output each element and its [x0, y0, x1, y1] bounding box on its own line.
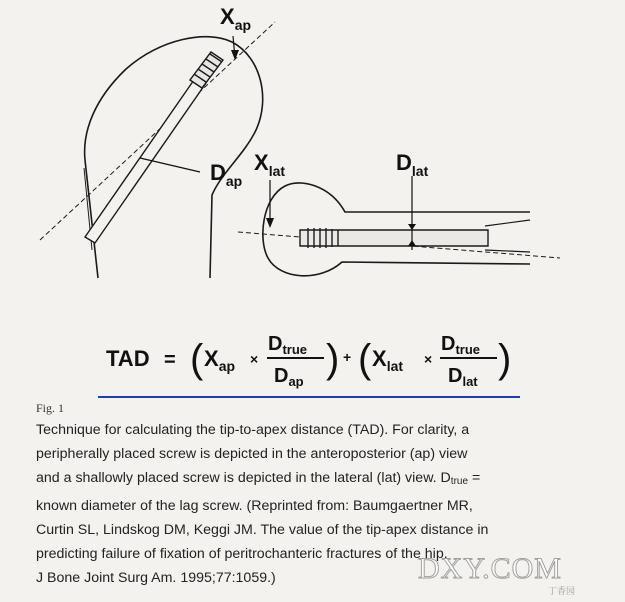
- tad-formula: [106, 333, 511, 389]
- lat-canal: [485, 220, 530, 252]
- caption-line-6: predicting failure of fixation of peritrochanteric fractures of the hip.: [36, 546, 448, 562]
- x-ap-arrowhead: [231, 50, 239, 60]
- ap-femur-outline: [85, 37, 263, 278]
- formula-paren-close-2: ): [498, 337, 512, 381]
- caption-line-1: Technique for calculating the tip-to-apex distance (TAD). For clarity, a: [36, 422, 470, 438]
- d-ap-label: $D_{ap}$: [210, 160, 243, 189]
- x-lat-arrowhead: [266, 218, 274, 228]
- ap-view-femur: [84, 37, 263, 278]
- caption-line-2: peripherally placed screw is depicted in the anteroposterior (ap) view: [36, 446, 468, 462]
- caption-line-7: J Bone Joint Surg Am. 1995;77:1059.): [36, 570, 276, 586]
- lat-lag-screw: [300, 228, 488, 248]
- d-lat-arrowhead-top: [408, 224, 416, 230]
- formula-den-2: $D_{lat}$: [448, 365, 478, 389]
- x-ap-label: $X_{ap}$: [220, 4, 252, 33]
- formula-equals: =: [164, 349, 176, 371]
- caption-line-5: Curtin SL, Lindskog DM, Keggi JM. The value of the tip-apex distance in: [36, 522, 489, 538]
- formula-paren-close-1: ): [326, 337, 340, 381]
- x-lat-label: $X_{lat}$: [254, 150, 286, 179]
- caption-line-3-text: and a shallowly placed screw is depicted in the lateral (lat) view. D: [36, 470, 451, 486]
- formula-paren-open-2: (: [358, 337, 372, 381]
- formula-paren-open-1: (: [190, 337, 204, 381]
- formula-x-lat: $X_{lat}$: [372, 346, 404, 374]
- formula-x-ap: $X_{ap}$: [204, 346, 236, 374]
- formula-num-2: $D_{true}$: [441, 333, 481, 357]
- caption-line-4: known diameter of the lag screw. (Reprinted from: Baumgaertner MR,: [36, 498, 473, 514]
- formula-den-1: $D_{ap}$: [274, 365, 304, 389]
- formula-times-1: ×: [250, 351, 259, 367]
- figure-number: Fig. 1: [36, 401, 65, 415]
- formula-times-2: ×: [424, 351, 433, 367]
- d-lat-label: $D_{lat}$: [396, 150, 429, 179]
- formula-plus: +: [343, 349, 352, 365]
- formula-num-1: $D_{true}$: [268, 333, 308, 357]
- ap-lag-screw: [85, 52, 223, 243]
- watermark-sublabel: 丁香园: [548, 586, 576, 596]
- formula-lhs: TAD: [106, 346, 150, 371]
- caption-line-3-tail: =: [468, 470, 481, 486]
- watermark-logo: DXY.COM: [418, 552, 562, 585]
- ap-axis-line: [40, 22, 275, 240]
- caption-d-true-subscript: true: [450, 476, 469, 487]
- caption-line-3: [36, 466, 596, 494]
